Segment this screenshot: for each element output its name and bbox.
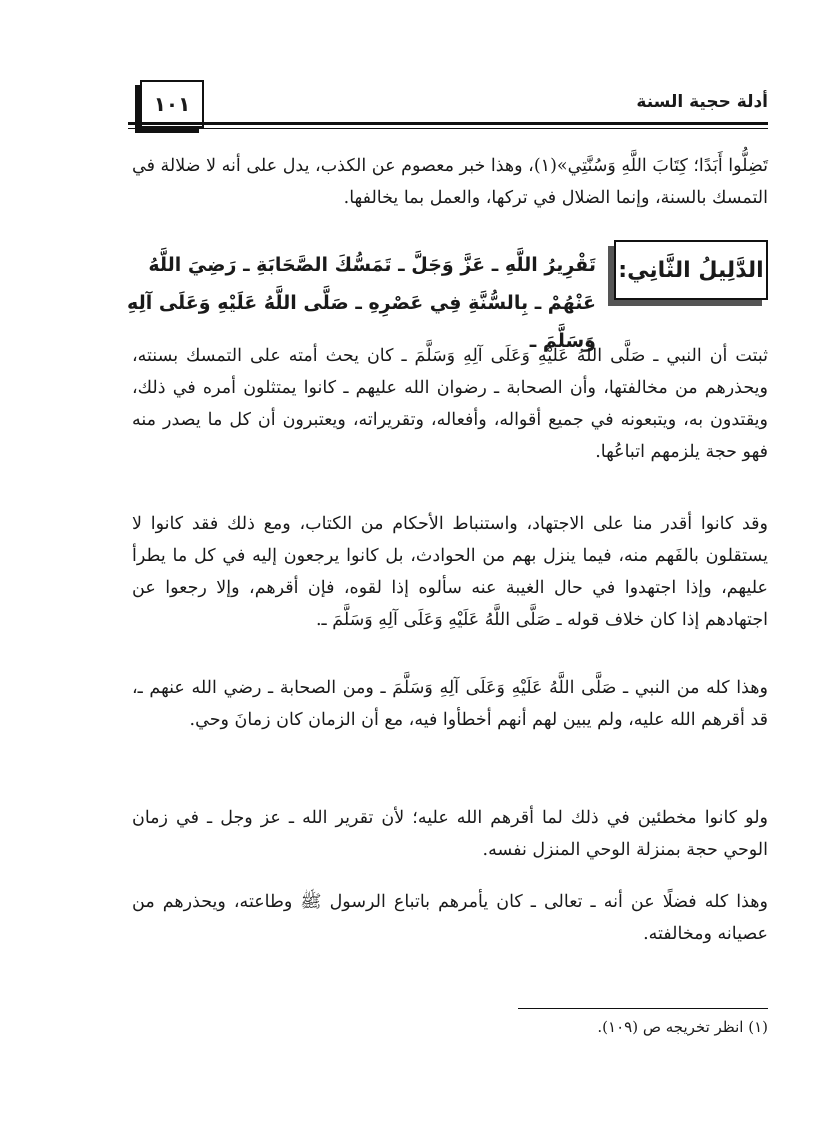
paragraph-3: وقد كانوا أقدر منا على الاجتهاد، واستنباط الأحكام من الكتاب، ومع ذلك فقد كانوا لا يستقلون بالفَهم منه، فيما ينزل بهم من الحوادث، بل كانوا يرجعون إليه في كل ما يطرأ عليهم، وإذا اجتهدوا في حال الغيبة عنه سألوه إذا لقوه، فإن أقرهم، وإلا رجعوا عن اجتهادهم إذا كان خلاف قوله ـ صَلَّى اللَّهُ عَلَيْهِ وَعَلَى آلِهِ وَسَلَّمَ ـ.: [132, 514, 768, 630]
footnote: (١) انظر تخريجه ص (١٠٩).: [597, 1018, 768, 1036]
header-rule-thin: [128, 128, 768, 129]
running-header-title: أدلة حجية السنة: [636, 92, 768, 112]
header-rule: [128, 122, 768, 125]
paragraph-6: وهذا كله فضلًا عن أنه ـ تعالى ـ كان يأمرهم باتباع الرسول ﷺ وطاعته، ويحذرهم من عصيانه ومخالفته.: [132, 892, 768, 944]
paragraph-5: ولو كانوا مخطئين في ذلك لما أقرهم الله عليه؛ لأن تقرير الله ـ عز وجل ـ في زمان الوحي حجة بمنزلة الوحي المنزل نفسه.: [132, 808, 768, 860]
paragraph-4: وهذا كله من النبي ـ صَلَّى اللَّهُ عَلَيْهِ وَعَلَى آلِهِ وَسَلَّمَ ـ ومن الصحابة ـ رضي الله عنهم ـ، قد أقرهم الله عليه، ولم يبين لهم أنهم أخطأوا فيه، مع أن الزمان كان زمانَ وحي.: [132, 678, 768, 730]
page-number: ١٠١: [140, 80, 204, 128]
paragraph-1: تَضِلُّوا أَبَدًا؛ كِتَابَ اللَّهِ وَسُنَّتِي»(١)، وهذا خبر معصوم عن الكذب، يدل على أنه لا ضلالة في التمسك بالسنة، وإنما الضلال في تركها، والعمل بما يخالفها.: [132, 156, 769, 208]
paragraph-2: ثبتت أن النبي ـ صَلَّى اللَّهُ عَلَيْهِ وَعَلَى آلِهِ وَسَلَّمَ ـ كان يحث أمته على التمسك بسنته، ويحذرهم من مخالفتها، وأن الصحابة ـ رضوان الله عليهم ـ كانوا يمتثلون أمره في ذلك، ويقتدون به، ويتبعونه في جميع أقواله، وأفعاله، وتقريراته، ويعتبرون أن كل ما يصدر منه فهو حجة يلزمهم اتباعُها.: [132, 346, 768, 462]
footnote-separator: [518, 1008, 768, 1009]
evidence-heading: تَقْرِيرُ اللَّهِ ـ عَزَّ وَجَلَّ ـ تَمَسُّكَ الصَّحَابَةِ ـ رَضِيَ اللَّهُ عَنْهُمْ ـ بِالسُّنَّةِ فِي عَصْرِهِ ـ صَلَّى اللَّهُ عَلَيْهِ وَعَلَى آلِهِ وَسَلَّمَ ـ: [127, 254, 596, 352]
evidence-label-box: الدَّلِيلُ الثَّانِي:: [614, 240, 768, 300]
